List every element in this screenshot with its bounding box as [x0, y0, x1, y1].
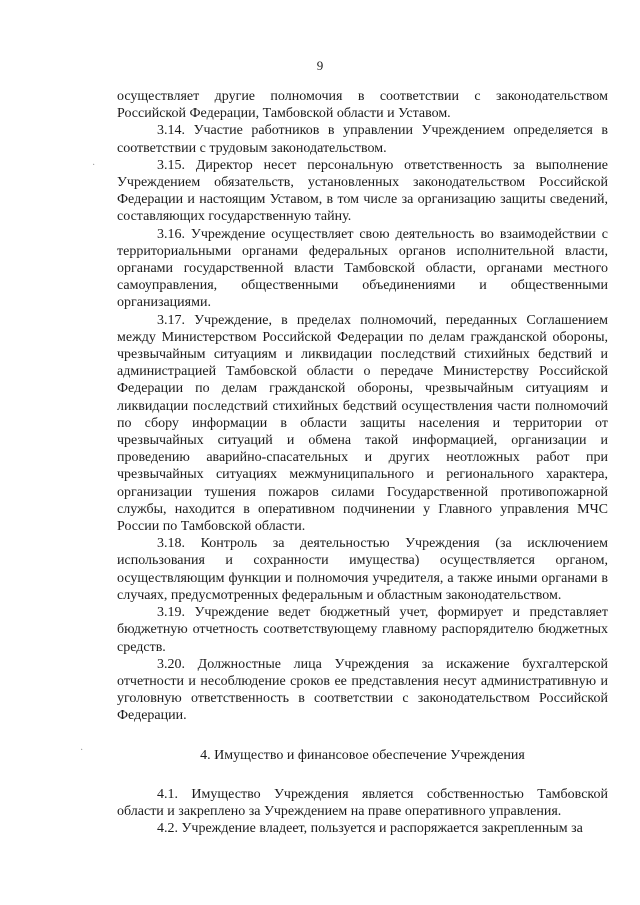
scan-artifact: ·	[92, 160, 96, 171]
section-heading: 4. Имущество и финансовое обеспечение Учреждения	[200, 747, 525, 763]
paragraph-3-19: 3.19. Учреждение ведет бюджетный учет, формирует и представляет бюджетную отчетность соответствующему главному распорядителю бюджетных средств.	[117, 605, 608, 655]
paragraph-3-16: 3.16. Учреждение осуществляет свою деятельность во взаимодействии с территориальными органами федеральных органов исполнительной власти, органами государственной власти Тамбовской области, органами местного самоуправления, общественными объединениями и общественными организациями.	[117, 226, 608, 311]
paragraph-3-14: 3.14. Участие работников в управлении Учреждением определяется в соответствии с трудовым законодательством.	[117, 123, 608, 156]
paragraph-3-17: 3.17. Учреждение, в пределах полномочий, переданных Соглашением между Министерством Российской Федерации по делам гражданской обороны, чрезвычайным ситуациям и ликвидации последствий стихийных бедствий и администрацией Тамбовской области о передаче Министерству Российской Федерации по делам гражданской обороны, чрезвычайным ситуациям и ликвидации последствий стихийных бедствий осуществления части полномочий по сбору информации в области защиты населения и территории от чрезвычайных ситуаций и обмена такой информацией, организации и проведению аварийно-спасательных и других неотложных работ при чрезвычайных ситуациях межмуниципального и регионального характера, организации тушения пожаров силами Государственной противопожарной службы, находится в оперативном подчинении у Главного управления МЧС России по Тамбовской области.	[117, 312, 608, 535]
paragraph-continuation: осуществляет другие полномочия в соответствии с законодательством Российской Федерации, Тамбовской области и Уставом.	[117, 89, 608, 122]
page-number: 9	[316, 58, 324, 73]
paragraph-3-15: 3.15. Директор несет персональную ответственность за выполнение Учреждением обязательств, установленных законодательством Российской Федерации и настоящим Уставом, в том числе за организацию защиты сведений, составляющих государственную тайну.	[117, 157, 608, 225]
paragraph-4-1: 4.1. Имущество Учреждения является собственностью Тамбовской области и закреплено за Учреждением на праве оперативного управления.	[117, 786, 608, 819]
paragraph-4-2: 4.2. Учреждение владеет, пользуется и распоряжается закрепленным за	[157, 821, 583, 837]
paragraph-3-18: 3.18. Контроль за деятельностью Учреждения (за исключением использования и сохранности имущества) осуществляется органом, осуществляющим функции и полномочия учредителя, а также иными органами в случаях, предусмотренных федеральным и областным законодательством.	[117, 536, 608, 603]
document-body	[117, 88, 608, 837]
scan-artifact: ·	[80, 745, 84, 756]
paragraph-3-20: 3.20. Должностные лица Учреждения за искажение бухгалтерской отчетности и несоблюдение сроков ее представления несут административную и уголовную ответственность в соответствии с законодательством Российской Федерации.	[117, 656, 608, 724]
